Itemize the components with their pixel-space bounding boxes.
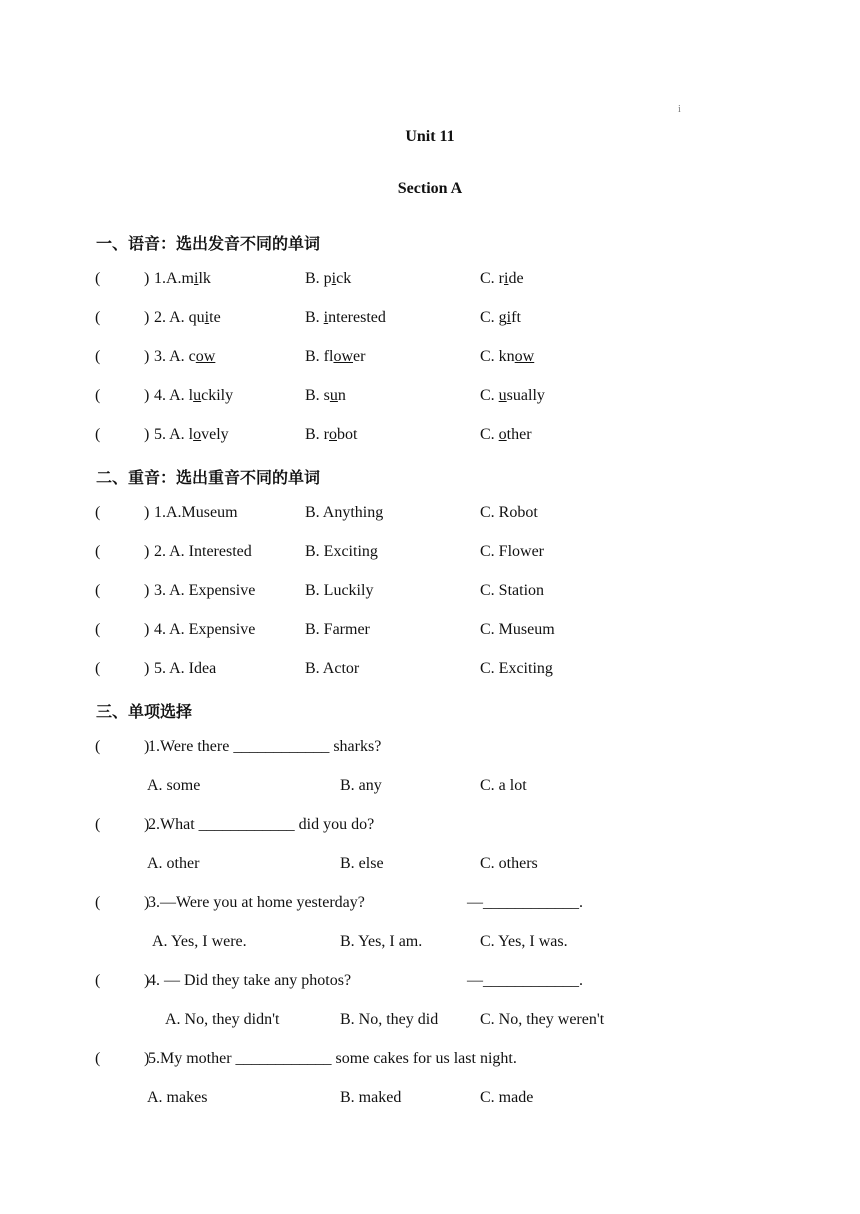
option-a: A. other (147, 855, 200, 872)
option-a: A. Yes, I were. (152, 933, 247, 950)
answer-bracket-close: ) (144, 270, 150, 287)
word-part: B. r (305, 426, 329, 443)
option-c (480, 348, 534, 366)
answer-bracket-close: ) (144, 816, 150, 833)
question-text: 4. — Did they take any photos? (148, 972, 352, 989)
part1-heading: 一、语音：选出发音不同的单词 (96, 234, 321, 253)
underlined-letters: u (193, 387, 202, 404)
option-b (305, 387, 346, 405)
choice-question-row (0, 1050, 860, 1072)
word-part: nterested (328, 309, 386, 326)
option-c: C. a lot (480, 777, 527, 794)
part2-heading: 二、重音：选出重音不同的单词 (96, 468, 321, 487)
answer-bracket-open: ( (95, 972, 101, 989)
underlined-letters: u (329, 387, 338, 404)
part3-heading: 三、单项选择 (96, 702, 193, 721)
question-text: 2.What ____________ did you do? (148, 816, 375, 833)
answer-bracket-open: ( (95, 387, 101, 404)
word-part: ckily (201, 387, 234, 404)
page-marker: i (678, 104, 681, 115)
option-a: 1.A.Museum (154, 504, 238, 521)
underlined-letters: ow (333, 348, 354, 365)
underlined-letters: u (498, 387, 507, 404)
choice-question-row (0, 738, 860, 760)
option-c: C. Yes, I was. (480, 933, 568, 950)
option-b: B. Anything (305, 504, 384, 521)
option-c: C. Station (480, 582, 545, 599)
underlined-letters: i (504, 270, 509, 287)
section-title: Section A (397, 180, 463, 197)
choice-options-row (0, 777, 860, 799)
word-part: ther (506, 426, 532, 443)
underlined-letters: i (194, 270, 199, 287)
option-b: B. Actor (305, 660, 360, 677)
stress-question-row (0, 582, 860, 604)
option-a: 5. A. Idea (154, 660, 217, 677)
answer-bracket-open: ( (95, 348, 101, 365)
choice-options-row (0, 933, 860, 955)
answer-bracket-close: ) (144, 543, 150, 560)
answer-bracket-close: ) (144, 894, 150, 911)
option-a: 4. A. Expensive (154, 621, 256, 638)
option-a (154, 309, 221, 327)
option-c: C. Exciting (480, 660, 553, 677)
word-part: lk (198, 270, 211, 287)
word-part: 1.A.m (154, 270, 194, 287)
underlined-letters: i (506, 309, 512, 326)
word-part: B. fl (305, 348, 334, 365)
phonics-question-row (0, 387, 860, 409)
question-text: 1.Were there ____________ sharks? (148, 738, 382, 755)
word-part: 3. A. c (154, 348, 196, 365)
answer-bracket-open: ( (95, 621, 101, 638)
answer-bracket-open: ( (95, 582, 101, 599)
answer-bracket-close: ) (144, 660, 150, 677)
word-part: er (353, 348, 366, 365)
option-c: C. made (480, 1089, 534, 1106)
underlined-letters: o (329, 426, 337, 443)
answer-bracket-open: ( (95, 894, 101, 911)
choice-options-row (0, 1089, 860, 1111)
option-c (480, 387, 545, 405)
option-a: A. makes (147, 1089, 208, 1106)
stress-question-row (0, 660, 860, 682)
option-a (154, 387, 233, 405)
answer-bracket-open: ( (95, 426, 101, 443)
option-c (480, 426, 532, 444)
underlined-letters: i (331, 270, 337, 287)
answer-bracket-open: ( (95, 738, 101, 755)
option-a (154, 270, 211, 288)
word-part: ft (511, 309, 521, 326)
stress-question-row (0, 543, 860, 565)
answer-bracket-close: ) (144, 387, 150, 404)
underlined-letters: ow (195, 348, 216, 365)
option-c (480, 270, 524, 288)
word-part: 5. A. l (154, 426, 194, 443)
word-part: C. r (480, 270, 504, 287)
answer-bracket-close: ) (144, 309, 150, 326)
word-part: bot (337, 426, 358, 443)
word-part: C. g (480, 309, 507, 326)
word-part: de (508, 270, 524, 287)
word-part: 2. A. qu (154, 309, 205, 326)
option-a (154, 426, 229, 444)
choice-options-row (0, 1011, 860, 1033)
question-text: 5.My mother ____________ some cakes for us last night. (148, 1050, 517, 1067)
answer-blank: —____________. (467, 972, 583, 989)
word-part: 4. A. l (154, 387, 194, 404)
underlined-letters: o (193, 426, 202, 443)
option-b (305, 348, 365, 366)
phonics-question-row (0, 270, 860, 292)
answer-blank: —____________. (467, 894, 583, 911)
option-b: B. Farmer (305, 621, 370, 638)
answer-bracket-open: ( (95, 1050, 101, 1067)
option-b (305, 270, 351, 288)
unit-title: Unit 11 (405, 128, 455, 145)
answer-bracket-close: ) (144, 621, 150, 638)
choice-question-row (0, 894, 860, 916)
question-text: 3.—Were you at home yesterday? (148, 894, 365, 911)
word-part: C. (480, 387, 499, 404)
option-a: A. No, they didn't (165, 1011, 280, 1028)
option-c: C. Flower (480, 543, 544, 560)
option-c (480, 309, 521, 327)
option-a: A. some (147, 777, 201, 794)
option-b: B. else (340, 855, 384, 872)
word-part: te (209, 309, 221, 326)
answer-bracket-open: ( (95, 816, 101, 833)
choice-question-row (0, 816, 860, 838)
answer-bracket-close: ) (144, 348, 150, 365)
option-b: B. Exciting (305, 543, 378, 560)
stress-question-row (0, 504, 860, 526)
answer-bracket-open: ( (95, 660, 101, 677)
phonics-question-row (0, 426, 860, 448)
option-a: 3. A. Expensive (154, 582, 256, 599)
word-part: C. kn (480, 348, 515, 365)
choice-question-row (0, 972, 860, 994)
option-b (305, 426, 357, 444)
word-part: vely (201, 426, 229, 443)
option-c: C. Museum (480, 621, 555, 638)
answer-bracket-close: ) (144, 504, 150, 521)
phonics-question-row (0, 348, 860, 370)
word-part: B. p (305, 270, 332, 287)
option-c: C. Robot (480, 504, 538, 521)
option-b: B. maked (340, 1089, 402, 1106)
option-c: C. others (480, 855, 538, 872)
stress-question-row (0, 621, 860, 643)
answer-bracket-close: ) (144, 738, 150, 755)
option-a (154, 348, 215, 366)
word-part: n (337, 387, 346, 404)
answer-bracket-close: ) (144, 1050, 150, 1067)
option-b (305, 309, 386, 327)
answer-bracket-close: ) (144, 972, 150, 989)
choice-options-row (0, 855, 860, 877)
option-c: C. No, they weren't (480, 1011, 605, 1028)
phonics-question-row (0, 309, 860, 331)
answer-bracket-open: ( (95, 270, 101, 287)
answer-bracket-open: ( (95, 309, 101, 326)
word-part: ck (336, 270, 352, 287)
word-part: C. (480, 426, 499, 443)
option-b: B. Yes, I am. (340, 933, 423, 950)
word-part: B. (305, 309, 324, 326)
option-b: B. No, they did (340, 1011, 439, 1028)
answer-bracket-open: ( (95, 504, 101, 521)
answer-bracket-open: ( (95, 543, 101, 560)
option-b: B. Luckily (305, 582, 374, 599)
underlined-letters: ow (514, 348, 535, 365)
answer-bracket-close: ) (144, 426, 150, 443)
word-part: B. s (305, 387, 330, 404)
word-part: sually (506, 387, 545, 404)
underlined-letters: i (323, 309, 329, 326)
answer-bracket-close: ) (144, 582, 150, 599)
underlined-letters: i (204, 309, 210, 326)
underlined-letters: o (498, 426, 507, 443)
option-a: 2. A. Interested (154, 543, 252, 560)
option-b: B. any (340, 777, 382, 794)
